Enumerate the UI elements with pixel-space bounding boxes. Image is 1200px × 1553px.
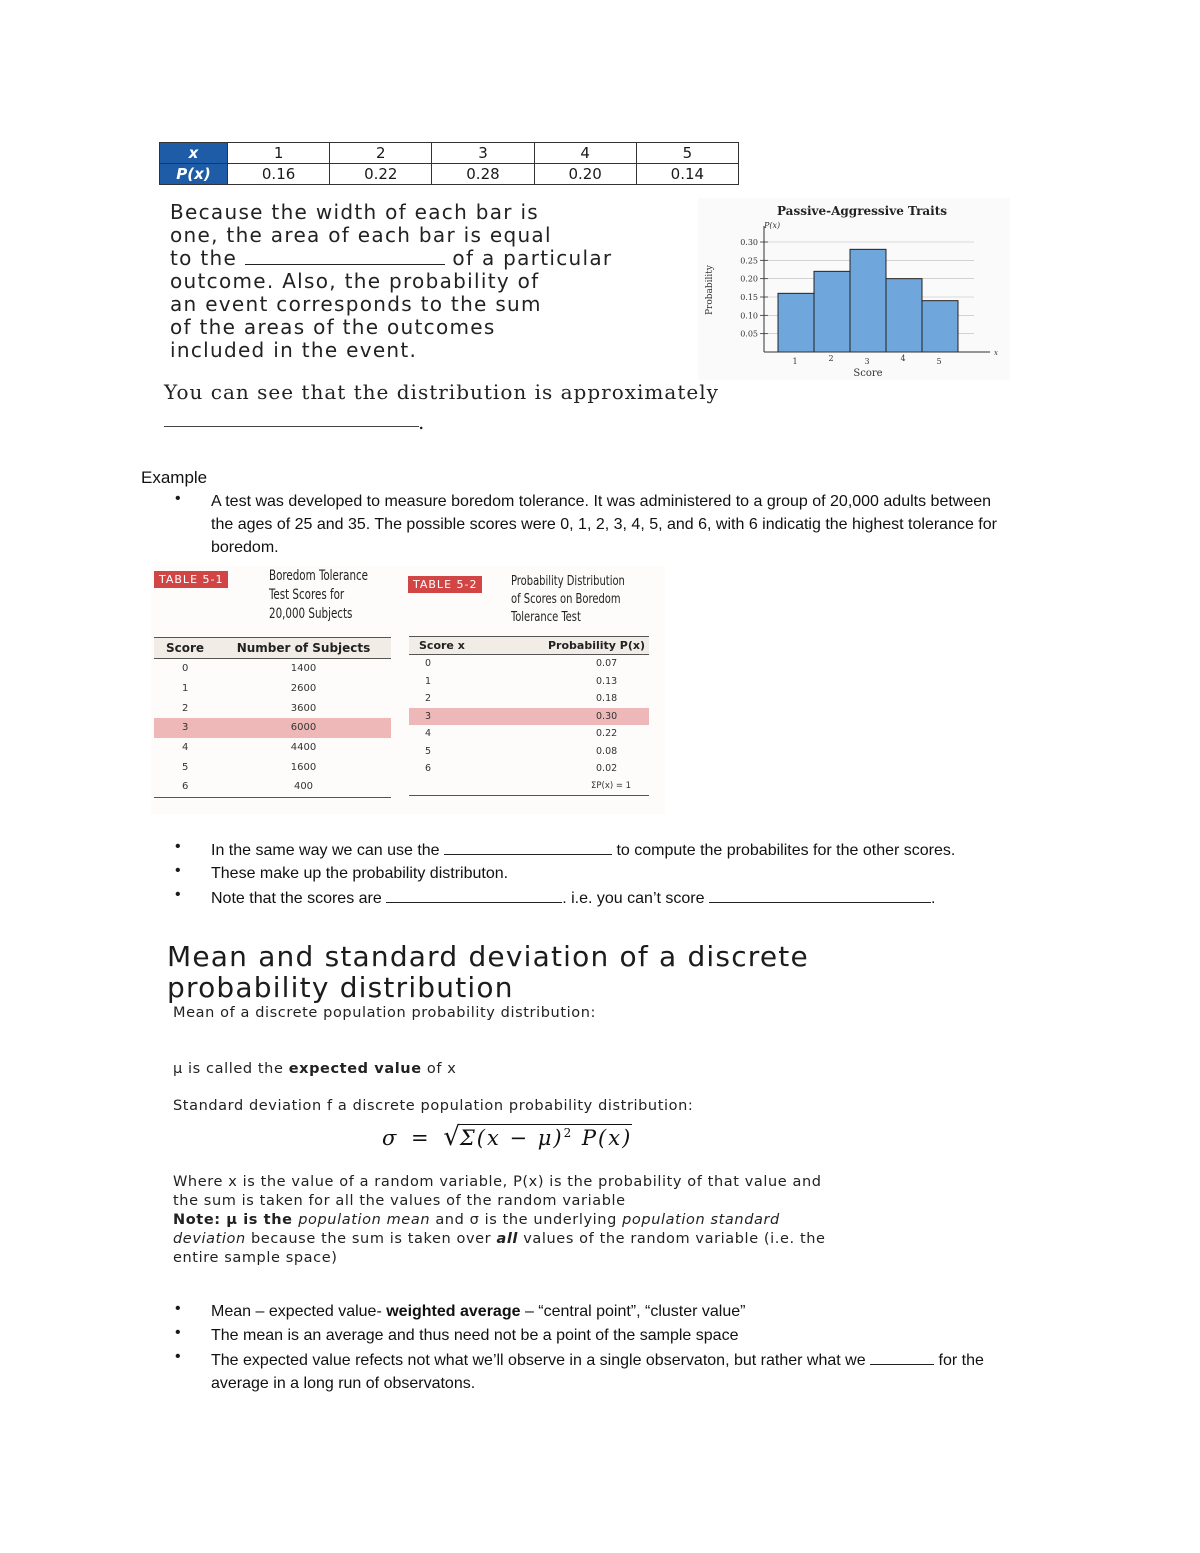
histogram-bar: [922, 301, 958, 352]
text-fragment: population standard: [622, 1212, 780, 1228]
bullet-text: [211, 1300, 745, 1323]
column-header: Score: [154, 638, 216, 659]
heading-line: probability distribution: [167, 971, 514, 1004]
text-fragment: deviation: [173, 1231, 246, 1247]
bullet-text: [211, 886, 1111, 910]
x-axis-label: Score: [853, 368, 883, 379]
x-cell: 1: [228, 143, 330, 164]
table-5-2-tag: [408, 575, 482, 593]
table-row: 2 3600: [182, 702, 317, 714]
bullet-text: [211, 1348, 1091, 1395]
p-cell: 0.14: [636, 164, 738, 185]
fill-in-blank: [444, 838, 612, 855]
p-cell: 0.20: [534, 164, 636, 185]
table-row: 0 1400: [182, 663, 317, 675]
text-fragment: of x: [421, 1061, 457, 1077]
table-row: 0 0.07: [425, 658, 618, 670]
y-tick-label: 0.05: [740, 329, 758, 339]
fill-in-blank: [386, 886, 562, 903]
y-tick-label: 0.10: [740, 311, 758, 321]
y-axis-label: Probability: [705, 264, 715, 316]
table-row: 5 0.08: [425, 745, 618, 757]
text-fragment: expected value: [288, 1061, 422, 1077]
sigma-symbol: σ: [382, 1126, 397, 1150]
x-tick-label: 5: [936, 357, 942, 366]
text-fragment: all: [496, 1231, 518, 1247]
title-line: Boredom Tolerance: [269, 568, 369, 584]
text-fragment: Note: μ is the: [173, 1212, 299, 1228]
table-tag: TABLE 5-2: [408, 576, 482, 593]
distribution-sentence: You can see that the distribution is approximately: [164, 380, 719, 404]
histogram-container: [698, 198, 1010, 380]
table-row: 2 0.18: [425, 693, 618, 705]
x-cell: 2: [330, 143, 432, 164]
text-line: A test was developed to measure boredom tolerance. It was administered to a group of 20,000 adults between: [211, 493, 992, 510]
text-line: included in the event.: [170, 338, 418, 362]
column-header: Score x: [409, 637, 499, 655]
where-paragraph: [173, 1173, 826, 1268]
y-tick-label: 0.25: [740, 256, 758, 266]
x-tick-label: 3: [864, 357, 870, 366]
sd-formula: [382, 1122, 632, 1152]
text-fragment: The expected value refects not what we’ll observe in a single observaton, but rather what we: [211, 1352, 866, 1369]
text-line: entire sample space): [173, 1250, 338, 1266]
heading-line: Mean and standard deviation of a discrete: [167, 940, 809, 973]
p-cell: 0.16: [228, 164, 330, 185]
text-fragment: of a particular: [452, 246, 613, 270]
example-label: Example: [141, 468, 208, 487]
text-fragment: and σ is the underlying: [430, 1212, 623, 1228]
x-tick-label: 4: [900, 354, 906, 363]
bar-area-paragraph: [170, 201, 690, 362]
sd-caption: Standard deviation f a discrete population probability distribution:: [173, 1098, 694, 1114]
title-line: Probability Distribution: [511, 573, 625, 589]
exponent: 2: [563, 1126, 574, 1140]
histogram-bar: [850, 249, 886, 352]
table-tag: TABLE 5-1: [154, 571, 228, 588]
y-tick-label: 0.15: [740, 293, 758, 302]
text-line: [173, 1230, 826, 1249]
table-sum-row: ΣP(x) = 1: [409, 778, 649, 796]
p-header: P(x): [160, 164, 228, 185]
bullet-text: [211, 838, 1111, 862]
text-fragment: population mean: [298, 1212, 431, 1228]
column-header: Number of Subjects: [216, 638, 391, 659]
table-5-2-title: [511, 572, 625, 626]
x-tick-label: 1: [792, 357, 798, 366]
table-5-1-title: [269, 567, 368, 624]
y-tick-label: 0.30: [740, 238, 758, 247]
text-line: outcome. Also, the probability of: [170, 269, 540, 293]
x-header: x: [160, 143, 228, 164]
x-row: [160, 143, 739, 164]
table-row: 1 2600: [182, 683, 317, 695]
sqrt-icon: √: [443, 1122, 460, 1152]
text-line: one, the area of each bar is equal: [170, 223, 552, 247]
text-line: average in a long run of observatons.: [211, 1375, 476, 1392]
text-line: the ages of 25 and 35. The possible scores were 0, 1, 2, 3, 4, 5, and 6, with 6 indicatig the highest tolerance for: [211, 516, 997, 533]
text-fragment: . i.e. you can’t score: [562, 890, 705, 907]
text-line: [211, 1348, 1091, 1372]
text-fragment: to the: [170, 246, 238, 270]
text-fragment: values of the random variable (i.e. the: [518, 1231, 826, 1247]
table-5-1: [154, 637, 391, 798]
bullet-icon: •: [175, 1348, 181, 1365]
text-line: Where x is the value of a random variable, P(x) is the probability of that value and: [173, 1174, 822, 1190]
text-line: [173, 1211, 826, 1230]
text-line: Because the width of each bar is: [170, 200, 540, 224]
fill-in-blank: [870, 1348, 934, 1365]
text-fragment: Mean – expected value-: [211, 1303, 387, 1320]
table-row: 6 0.02: [425, 763, 618, 775]
table-row: 4 0.22: [425, 728, 618, 740]
text-fragment: weighted average: [386, 1303, 521, 1320]
histogram-bar: [778, 293, 814, 352]
bullet-icon: •: [175, 886, 181, 903]
x-axis-symbol: x: [994, 349, 998, 357]
section-heading: [167, 941, 809, 1003]
column-header: Probability P(x): [499, 637, 649, 655]
bullet-icon: •: [175, 862, 181, 879]
period: .: [418, 410, 426, 434]
fill-in-blank: [245, 248, 445, 265]
table-row: 5 1600: [182, 761, 317, 773]
text-fragment: μ is called the: [173, 1061, 289, 1077]
y-tick-label: 0.20: [740, 274, 758, 284]
table-row-highlighted: 3 0.30: [409, 708, 649, 726]
text-fragment: .: [930, 890, 936, 907]
table-row: 6 400: [154, 777, 391, 797]
y-axis-symbol: P(x): [764, 221, 781, 230]
formula-body: Σ(x − μ): [459, 1126, 564, 1150]
chart-title: Passive-Aggressive Traits: [776, 204, 948, 218]
bullet-icon: •: [175, 1300, 181, 1317]
p-row: [160, 164, 739, 185]
table-row: 1 0.13: [425, 675, 618, 687]
formula-tail: P(x): [581, 1126, 633, 1150]
expected-value-note: [173, 1061, 456, 1077]
text-line: the sum is taken for all the values of the random variable: [173, 1193, 626, 1209]
fill-in-blank: [164, 426, 419, 427]
probability-table: [159, 142, 739, 185]
radicand: [460, 1124, 632, 1150]
table-row-highlighted: 3 6000: [154, 718, 391, 738]
title-line: of Scores on Boredom: [511, 591, 621, 607]
p-cell: 0.22: [330, 164, 432, 185]
x-cell: 3: [432, 143, 534, 164]
example-description: [211, 490, 1091, 559]
text-line: [170, 247, 690, 270]
textbook-tables: [151, 566, 665, 814]
text-fragment: In the same way we can use the: [211, 842, 440, 859]
text-fragment: Note that the scores are: [211, 890, 382, 907]
x-cell: 5: [636, 143, 738, 164]
title-line: Test Scores for: [269, 587, 345, 603]
histogram-bar: [814, 271, 850, 352]
title-line: Tolerance Test: [511, 609, 581, 625]
mean-caption: Mean of a discrete population probability distribution:: [173, 1005, 596, 1021]
text-fragment: – “central point”, “cluster value”: [520, 1303, 746, 1320]
text-line: boredom.: [211, 539, 279, 556]
table-5-1-tag: [154, 570, 228, 588]
bullet-icon: •: [175, 1324, 181, 1341]
text-line: of the areas of the outcomes: [170, 315, 496, 339]
equals-sign: =: [411, 1126, 429, 1150]
bullet-icon: •: [175, 490, 181, 507]
title-line: 20,000 Subjects: [269, 606, 353, 622]
x-tick-label: 2: [828, 354, 834, 363]
bullet-text: These make up the probability distributon.: [211, 865, 509, 882]
text-fragment: for the: [938, 1352, 984, 1369]
table-5-2: [409, 636, 649, 796]
text-line: an event corresponds to the sum: [170, 292, 542, 316]
table-row: 4 4400: [182, 742, 317, 754]
x-cell: 4: [534, 143, 636, 164]
text-fragment: to compute the probabilites for the other scores.: [616, 842, 956, 859]
bullet-text: The mean is an average and thus need not be a point of the sample space: [211, 1327, 739, 1344]
histogram-bar: [886, 279, 922, 352]
bullet-icon: •: [175, 838, 181, 855]
p-cell: 0.28: [432, 164, 534, 185]
text-fragment: because the sum is taken over: [245, 1231, 497, 1247]
histogram-chart: [698, 198, 1010, 380]
fill-in-blank: [709, 886, 931, 903]
